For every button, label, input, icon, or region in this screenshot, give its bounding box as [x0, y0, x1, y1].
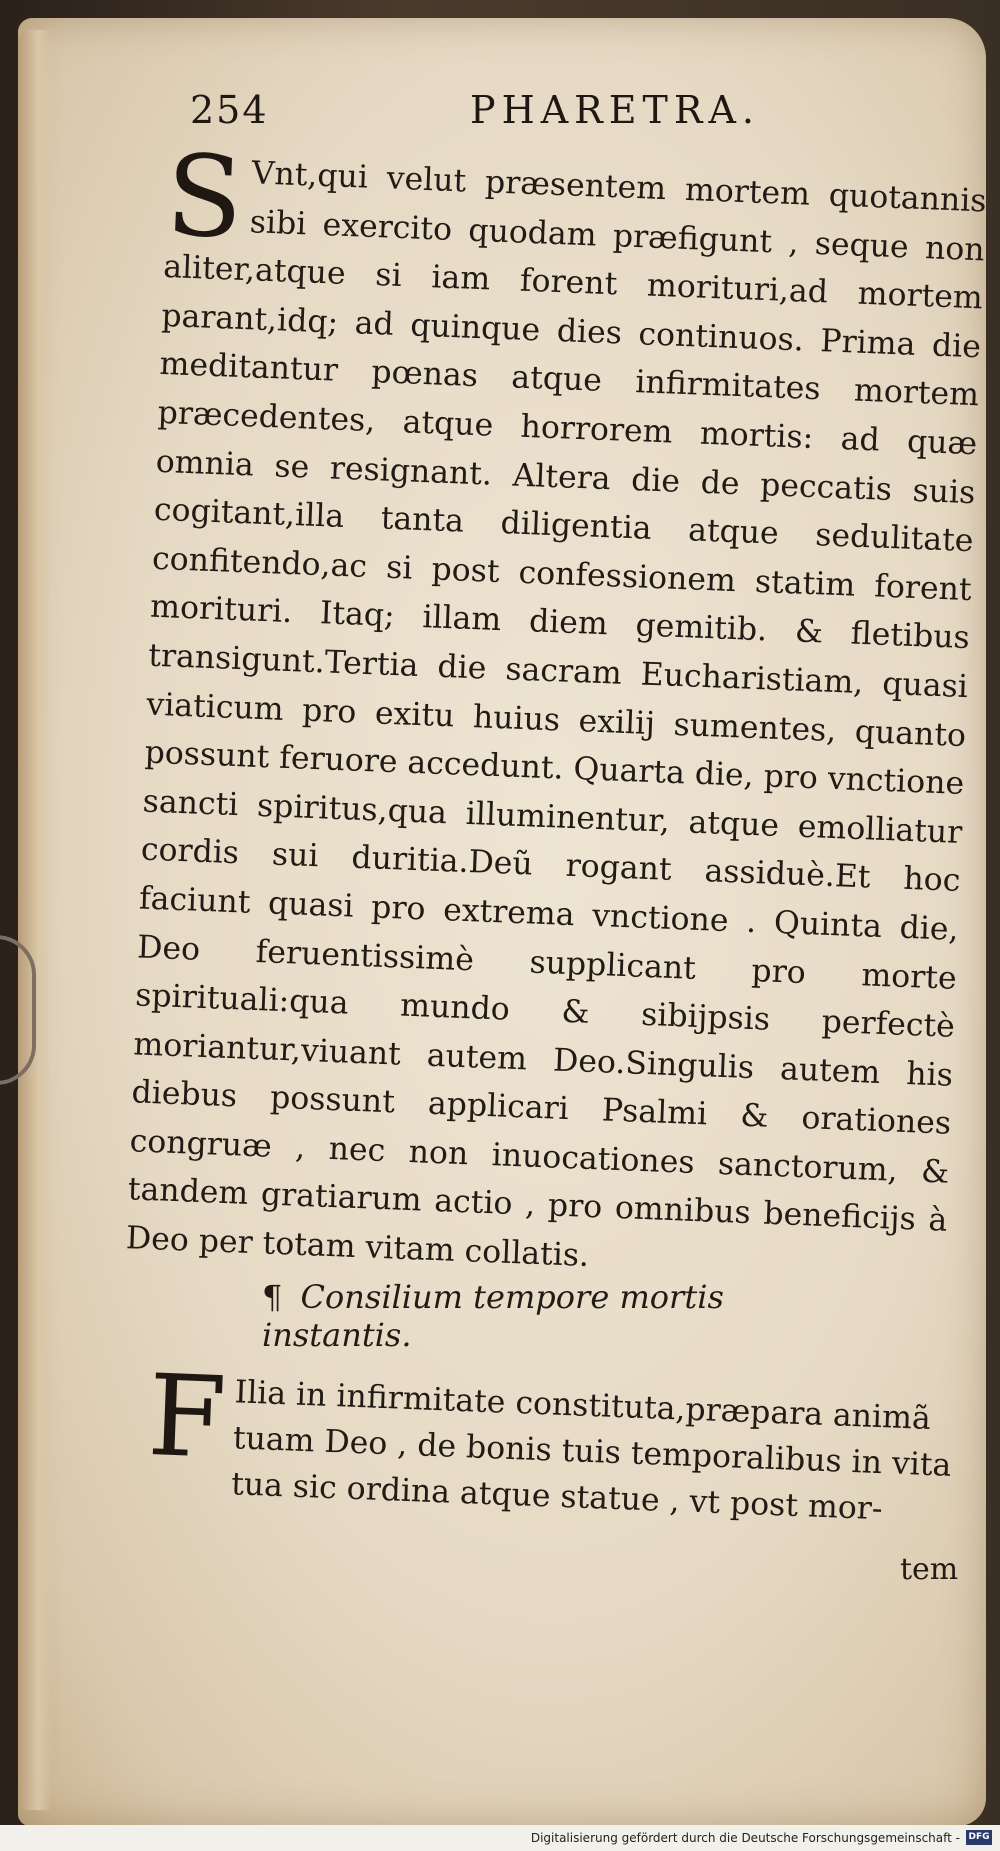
- book-clasp-graphic: [0, 935, 36, 1085]
- paragraph-1-text: Vnt,qui velut præsentem mortem quotannis sibi exercito quodam præfigunt , seque non aliter,atque si iam forent morituri,ad mortem parant,idq; ad quinque dies continuos. Prima die meditantur pœnas atque infirmitates mortem præcedentes, atque horrorem mortis: ad quæ omnia se resignant. Altera die de peccatis suis cogitant,illa tanta diligentia atque sedulitate confitendo,ac si post confessionem statim forent morituri. Itaq; illam diem gemitib. & fletibus transigunt.Tertia die sacram Eucharistiam, quasi viaticum pro exitu huius exilij sumentes, quanto possunt feruore accedunt. Quarta die, pro vnctione sancti spiritus,qua illuminentur, atque emolliatur cordis sui duritia.Deũ rogant assiduè.Et hoc faciunt quasi pro extrema vnctione . Quinta die, Deo feruentissimè supplicant pro morte spirituali:qua mundo & sibijpsis perfectè moriantur,viuant autem Deo.Singulis autem his diebus possunt applicari Psalmi & orationes congruæ , nec non inuocationes sanctorum, & tandem gratiarum actio , pro omnibus beneficijs à Deo per totam vitam collatis.: [125, 155, 988, 1275]
- section-heading: [262, 1278, 882, 1354]
- section-heading-text: Consilium tempore mortis instantis.: [262, 1278, 724, 1354]
- page-number: 254: [190, 88, 269, 132]
- paragraph-2-text: Ilia in infirmitate constituta,præpara animã tuam Deo , de bonis tuis temporalibus in vita tua sic ordina atque statue , vt post mor-: [230, 1374, 952, 1528]
- drop-capital: S: [163, 131, 246, 264]
- funding-credit: Digitalisierung gefördert durch die Deutsche Forschungsgemeinschaft -: [530, 1831, 960, 1845]
- paragraph-1: [125, 131, 988, 1294]
- page-edge: [18, 30, 52, 1810]
- running-title: PHARETRA.: [470, 88, 760, 132]
- pilcrow-marker: ¶: [262, 1278, 283, 1316]
- digitization-footer: [0, 1825, 1000, 1851]
- dfg-logo: DFG: [966, 1830, 992, 1845]
- drop-capital-2: F: [145, 1351, 229, 1484]
- catchword: tem: [900, 1552, 959, 1587]
